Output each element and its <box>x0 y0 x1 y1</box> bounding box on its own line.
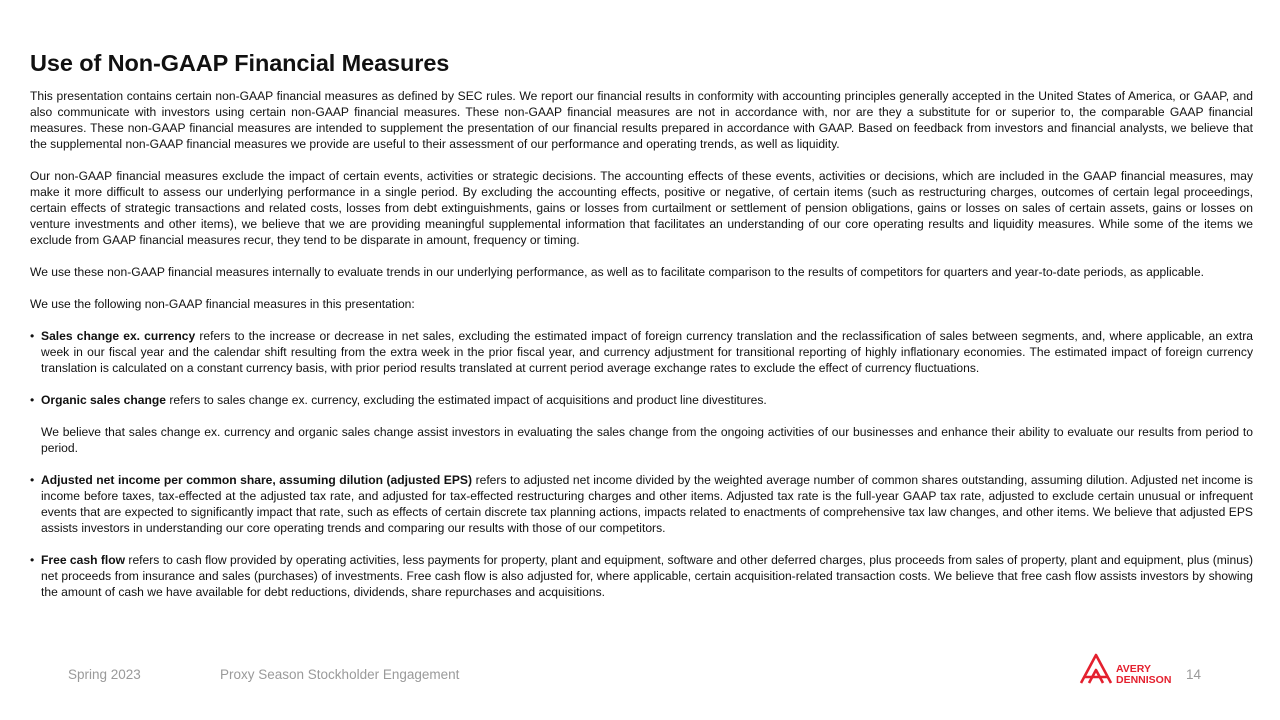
logo-mark-icon <box>1081 655 1111 683</box>
page-number: 14 <box>1186 667 1202 682</box>
avery-dennison-logo <box>1079 651 1183 685</box>
bullet-text: refers to cash flow provided by operating activities, less payments for property, plant and equipment, software and other deferred charges, plus proceeds from sales of property, plant and equipment, plus (minus) net proceeds from insurance and sales (purchases) of investments. Free cash flow is also adjusted for, where applicable, certain acquisition-related transaction costs. We believe that free cash flow assists investors by showing the amount of cash we have available for debt reductions, dividends, share repurchases and acquisitions. <box>41 553 1254 599</box>
bullet-text: refers to adjusted net income divided by the weighted average number of common shares outstanding, assuming dilution. Adjusted net income is income before taxes, tax-effected at the adjusted tax rate, and adjusted for tax-effected restructuring charges and other items. Adjusted tax rate is the full-year GAAP tax rate, adjusted to exclude certain unusual or infrequent events that are expected to significantly impact that rate, such as effects of certain discrete tax planning actions, impacts related to enactments of comprehensive tax law changes, and other items. We believe that adjusted EPS assists investors in understanding our core operating trends and comparing our results with those of our competitors. <box>41 473 1253 535</box>
bullet-icon: • <box>30 553 35 567</box>
bullet-term: Free cash flow <box>41 553 126 567</box>
bullet-text: refers to sales change ex. currency, excluding the estimated impact of acquisitions and product line divestitures. <box>166 393 767 407</box>
bullet-adjusted-eps <box>30 472 1253 536</box>
footer-date: Spring 2023 <box>68 667 141 682</box>
measures-intro-paragraph: We use the following non-GAAP financial measures in this presentation: <box>30 297 415 311</box>
logo-text-dennison: DENNISON <box>1116 674 1172 685</box>
organic-note: We believe that sales change ex. currency and organic sales change assist investors in evaluating the sales change from the ongoing activities of our businesses and enhance their ability to evaluate our results from period to period. <box>41 425 1253 455</box>
bullet-organic-sales <box>30 392 1253 408</box>
bullet-text: refers to the increase or decrease in net sales, excluding the estimated impact of foreign currency translation and the reclassification of sales between segments, and, where applicable, an extra week in our fiscal year and the calendar shift resulting from the extra week in the prior fiscal year, and currency adjustment for transitional reporting of highly inflationary economies. The estimated impact of foreign currency translation is calculated on a constant currency basis, with prior period results translated at current period average exchange rates to exclude the effect of currency fluctuations. <box>41 329 1253 375</box>
bullet-term: Organic sales change <box>41 393 167 407</box>
intro-paragraph: This presentation contains certain non-GAAP financial measures as defined by SEC rules. We report our financial results in conformity with accounting principles generally accepted in the United States of America, or GAAP, and also communicate with investors using certain non-GAAP financial measures. These non-GAAP financial measures are not in accordance with, nor are they a substitute for or superior to, the comparable GAAP financial measures. These non-GAAP financial measures are intended to supplement the presentation of our financial results prepared in accordance with GAAP. Based on feedback from investors and financial analysts, we believe that the supplemental non-GAAP financial measures we provide are useful to their assessment of our performance and operating trends, as well as liquidity. <box>30 89 1253 151</box>
bullet-sales-change <box>30 328 1253 376</box>
bullet-icon: • <box>30 473 35 487</box>
exclusions-paragraph: Our non-GAAP financial measures exclude the impact of certain events, activities or strategic decisions. The accounting effects of these events, activities or decisions, which are included in the GAAP financial measures, may make it more difficult to assess our underlying performance in a single period. By excluding the accounting effects, positive or negative, of certain items (such as restructuring charges, outcomes of certain legal proceedings, certain effects of strategic transactions and related costs, losses from debt extinguishments, gains or losses from curtailment or settlement of pension obligations, gains or losses on sales of certain assets, gains or losses on venture investments and other items), we believe that we are providing meaningful supplemental information that facilitates an understanding of our core operating results and liquidity measures. While some of the items we exclude from GAAP financial measures recur, they tend to be disparate in amount, frequency or timing. <box>30 169 1253 247</box>
bullet-term: Sales change ex. currency <box>41 329 196 343</box>
page-title: Use of Non-GAAP Financial Measures <box>30 50 450 76</box>
logo-text-avery: AVERY <box>1116 663 1152 675</box>
bullet-icon: • <box>30 393 35 407</box>
slide-content <box>30 50 1253 616</box>
bullet-icon: • <box>30 329 35 343</box>
bullet-term: Adjusted net income per common share, assuming dilution (adjusted EPS) <box>41 473 473 487</box>
internal-use-paragraph: We use these non-GAAP financial measures internally to evaluate trends in our underlying performance, as well as to facilitate comparison to the results of competitors for quarters and year-to-date periods, as applicable. <box>30 265 1204 279</box>
bullet-free-cash-flow <box>30 552 1253 600</box>
footer-event-title: Proxy Season Stockholder Engagement <box>220 667 460 682</box>
